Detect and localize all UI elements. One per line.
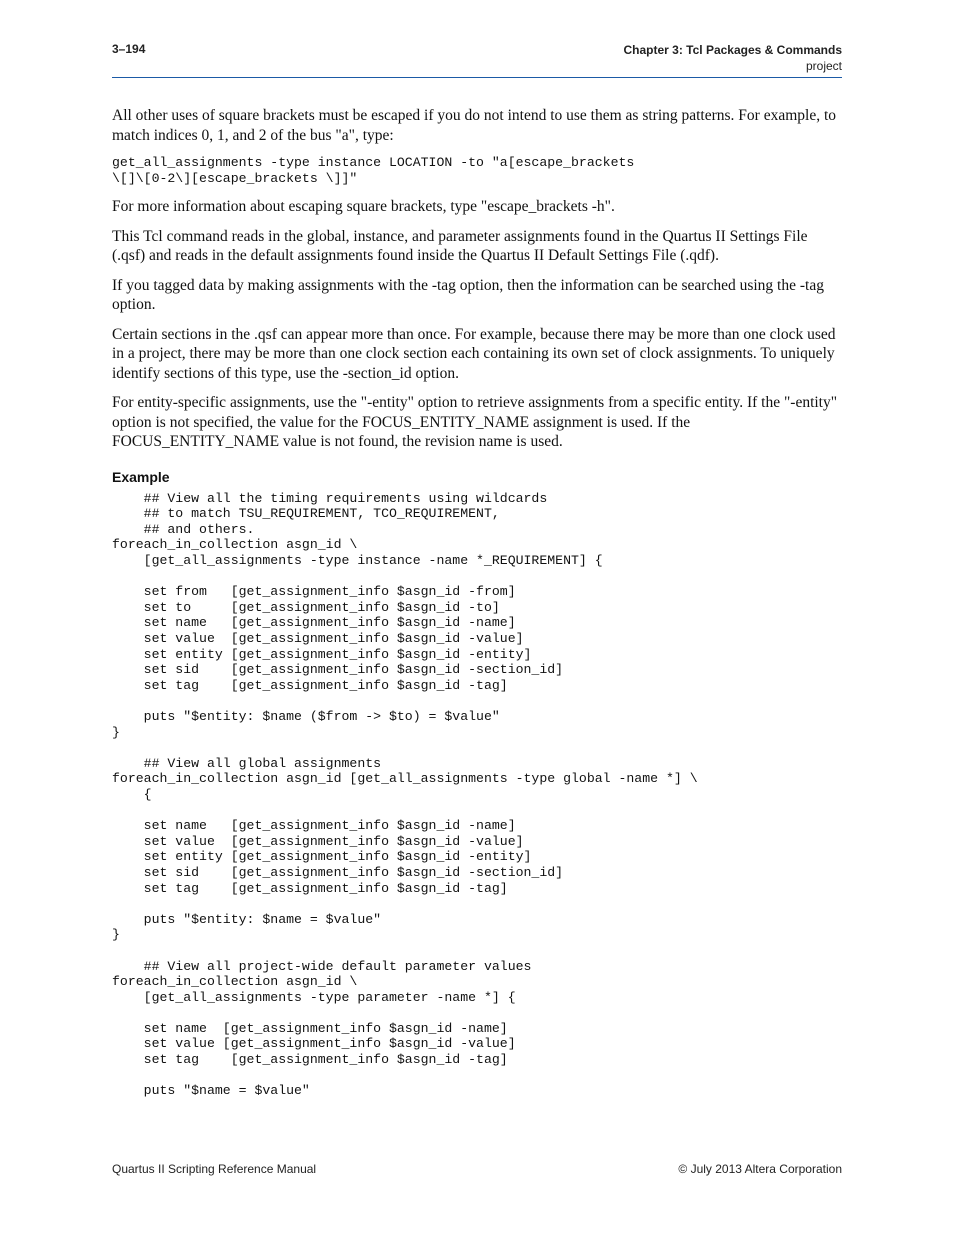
footer-copyright: © July 2013 Altera Corporation — [678, 1162, 842, 1176]
running-header — [623, 42, 842, 74]
page-number: 3–194 — [112, 42, 146, 56]
paragraph-entity-option: For entity-specific assignments, use the "-entity" option to retrieve assignments from a specific entity. If the "-entity" option is not specified, the value for the FOCUS_ENTITY_NAME assignment is used. If the FOCUS_ENTITY_NAME value is not found, the revision name is used. — [112, 394, 838, 451]
example-heading: Example — [112, 468, 170, 485]
chapter-title: Chapter 3: Tcl Packages & Commands — [623, 43, 842, 57]
paragraph-square-brackets: All other uses of square brackets must be escaped if you do not intend to use them as string patterns. For example, to match indices 0, 1, and 2 of the bus "a", type: — [112, 107, 837, 144]
paragraph-section-id: Certain sections in the .qsf can appear more than once. For example, because there may be more than one clock used in a project, there may be more than one clock section each containing its own set of clock assignments. To uniquely identify sections of this type, use the -section_id option. — [112, 325, 836, 382]
section-name: project — [805, 59, 842, 73]
header-rule — [112, 77, 842, 78]
footer-manual-title: Quartus II Scripting Reference Manual — [112, 1162, 317, 1176]
paragraph-reads-assignments: This Tcl command reads in the global, instance, and parameter assignments found in the Quartus II Settings File (.qsf) and reads in the default assignments found inside the Quartus II Default Settings File (.qdf). — [112, 227, 808, 265]
paragraph-escape-help: For more information about escaping square brackets, type "escape_brackets -h". — [112, 198, 615, 216]
paragraph-tag-option: If you tagged data by making assignments with the -tag option, then the information can be searched using the -tag option. — [112, 276, 824, 314]
page-body — [112, 106, 842, 1099]
code-escape-brackets: get_all_assignments -type instance LOCATION -to "a[escape_brackets \[]\[0-2\][escape_brackets \]]" — [112, 155, 635, 186]
example-code: ## View all the timing requirements using wildcards ## to match TSU_REQUIREMENT, TCO_REQUIREMENT, ## and others. foreach_in_collection asgn_id \ [get_all_assignments -type instance -name *_REQUIREMENT] { set from [get_assignment_info $asgn_id -from] set to [get_assignment_info $asgn_id -to] set name [get_assignment_info $asgn_id -name] set value [get_assignment_info $asgn_id -value] set entity [get_assignment_info $asgn_id -entity] set sid [get_assignment_info $asgn_id -section_id] set tag [get_assignment_info $asgn_id -tag] puts "$entity: $name ($from -> $to) = $value" } ## View all global assignments foreach_in_collection asgn_id [get_all_assignments -type global -name *] \ { set name [get_assignment_info $asgn_id -name] set value [get_assignment_info $asgn_id -value] set entity [get_assignment_info $asgn_id -entity] set sid [get_assignment_info $asgn_id -section_id] set tag [get_assignment_info $asgn_id -tag] puts "$entity: $name = $value" } ## View all project-wide default parameter values foreach_in_collection asgn_id \ [get_all_assignments -type parameter -name *] { set name [get_assignment_info $asgn_id -name] set value [get_assignment_info $asgn_id -value] set tag [get_assignment_info $asgn_id -tag] puts "$name = $value" — [112, 490, 698, 1099]
